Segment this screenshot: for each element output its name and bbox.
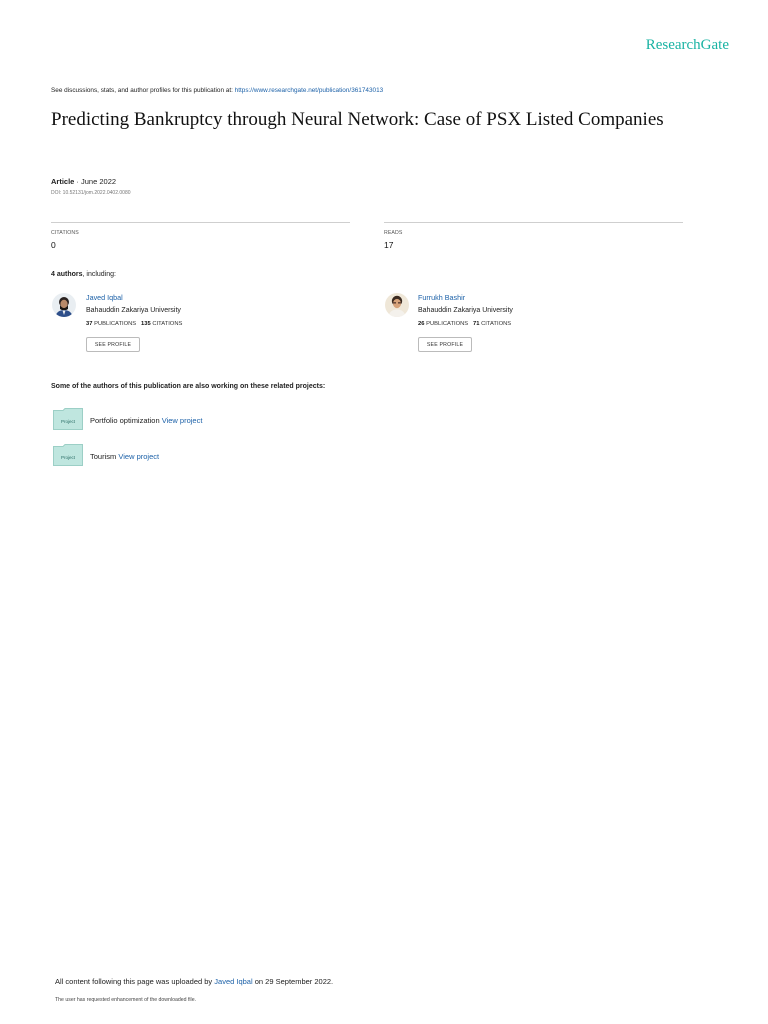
article-doi: DOI: 10.52131/jom.2022.0402.0080 [51, 190, 131, 196]
authors-suffix: , including: [82, 271, 116, 278]
author-publications-label: PUBLICATIONS [94, 321, 137, 327]
article-date: June 2022 [81, 177, 117, 186]
citations-label: CITATIONS [51, 230, 79, 236]
project-icon-label: Project [60, 419, 76, 424]
author-publications-count: 26 [418, 321, 425, 327]
see-profile-button[interactable]: SEE PROFILE [86, 337, 140, 352]
project-item [90, 416, 202, 425]
publication-url-link[interactable]: https://www.researchgate.net/publication/361743013 [234, 87, 384, 94]
author-photo-icon [52, 293, 76, 317]
citations-divider [51, 222, 350, 223]
project-icon-label: Project [60, 455, 76, 460]
project-name: Tourism [90, 452, 117, 461]
projects-heading: Some of the authors of this publication are also working on these related projects: [51, 383, 326, 390]
discussion-line [51, 87, 383, 94]
author-name-link[interactable]: Javed Iqbal [86, 293, 123, 302]
author-stats [86, 321, 182, 327]
reads-divider [384, 222, 683, 223]
upload-notice [55, 977, 333, 986]
author-citations-count: 135 [141, 321, 151, 327]
researchgate-logo[interactable]: ResearchGate [645, 37, 729, 53]
author-avatar[interactable] [52, 293, 76, 317]
meta-separator: · [74, 177, 82, 186]
view-project-link[interactable]: View project [118, 452, 160, 461]
enhancement-note: The user has requested enhancement of the downloaded file. [55, 997, 197, 1003]
project-folder-icon [53, 444, 83, 466]
upload-suffix: on 29 September 2022. [254, 977, 334, 986]
project-folder-icon [53, 408, 83, 430]
citations-value: 0 [51, 240, 56, 250]
author-name-link[interactable]: Furrukh Bashir [418, 293, 466, 302]
discussion-prefix: See discussions, stats, and author profiles for this publication at: [51, 87, 233, 94]
article-type: Article [51, 177, 75, 186]
author-photo-icon [385, 293, 409, 317]
page-title: Predicting Bankruptcy through Neural Network: Case of PSX Listed Companies [51, 109, 664, 130]
project-item [90, 452, 159, 461]
upload-prefix: All content following this page was uploaded by [55, 977, 213, 986]
author-publications-count: 37 [86, 321, 93, 327]
reads-label: READS [384, 230, 403, 236]
author-citations-label: CITATIONS [152, 321, 183, 327]
author-avatar[interactable] [385, 293, 409, 317]
author-citations-count: 71 [473, 321, 480, 327]
project-name: Portfolio optimization [90, 416, 160, 425]
authors-heading [51, 271, 116, 278]
author-citations-label: CITATIONS [481, 321, 512, 327]
uploader-link[interactable]: Javed Iqbal [214, 977, 253, 986]
reads-value: 17 [384, 240, 394, 250]
view-project-link[interactable]: View project [161, 416, 203, 425]
author-publications-label: PUBLICATIONS [426, 321, 469, 327]
see-profile-button[interactable]: SEE PROFILE [418, 337, 472, 352]
author-affiliation: Bahauddin Zakariya University [86, 307, 181, 314]
authors-count: 4 authors [51, 271, 83, 278]
article-meta [51, 177, 116, 186]
author-stats [418, 321, 511, 327]
author-affiliation: Bahauddin Zakariya University [418, 307, 513, 314]
